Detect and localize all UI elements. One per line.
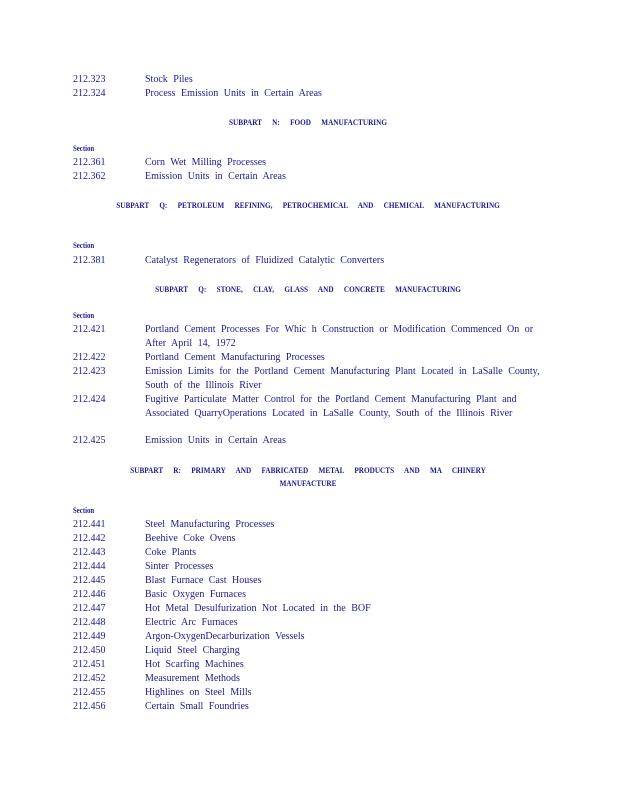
section-label: Section (73, 241, 95, 250)
section-title: Portland Cement Processes For Whic h Construction or Modification Commenced On or After April 14, 1972 (145, 324, 534, 349)
section-number: 212.443 (73, 547, 106, 558)
toc-entry (73, 574, 543, 588)
subpart-heading: SUBPART R: PRIMARY AND FABRICATED METAL PRODUCTS AND MA CHINERY MANUFACTURE (130, 465, 486, 488)
section-title: Beehive Coke Ovens (145, 533, 236, 544)
section-title: Portland Cement Manufacturing Processes (145, 352, 325, 363)
section-number: 212.422 (73, 352, 106, 363)
section-title: Steel Manufacturing Processes (145, 519, 275, 530)
section-title: Argon-OxygenDecarburization Vessels (145, 631, 305, 642)
toc-entry (73, 658, 543, 672)
section-label: Section (73, 311, 95, 320)
section-title: Electric Arc Furnaces (145, 617, 238, 628)
section-number: 212.425 (73, 435, 106, 446)
toc-entry (73, 532, 543, 546)
section-title: Process Emission Units in Certain Areas (145, 88, 322, 99)
section-number: 212.323 (73, 74, 106, 85)
section-label: Section (73, 506, 95, 515)
subpart-heading: SUBPART N: FOOD MANUFACTURING (229, 117, 387, 127)
section-title: Hot Scarfing Machines (145, 659, 244, 670)
section-title: Hot Metal Desulfurization Not Located in the BOF (145, 603, 371, 614)
section-title: Basic Oxygen Furnaces (145, 589, 246, 600)
section-number: 212.450 (73, 645, 106, 656)
section-number: 212.447 (73, 603, 106, 614)
toc-entry (73, 672, 543, 686)
section-title: Emission Units in Certain Areas (145, 171, 286, 182)
toc-entry (73, 616, 543, 630)
section-number: 212.452 (73, 673, 106, 684)
toc-entry (73, 434, 543, 448)
section-number: 212.362 (73, 171, 106, 182)
section-number: 212.451 (73, 659, 106, 670)
section-title: Emission Limits for the Portland Cement Manufacturing Plant Located in LaSalle County, South of the Illinois River (145, 366, 540, 391)
section-title: Catalyst Regenerators of Fluidized Catalytic Converters (145, 255, 385, 266)
toc-entry (73, 351, 543, 365)
section-number: 212.441 (73, 519, 106, 530)
subpart-heading: SUBPART Q: PETROLEUM REFINING, PETROCHEMICAL AND CHEMICAL MANUFACTURING (116, 200, 500, 210)
toc-entry (73, 170, 543, 184)
section-number: 212.456 (73, 701, 106, 712)
toc-entry (73, 73, 543, 87)
section-title: Stock Piles (145, 74, 193, 85)
toc-entry (73, 630, 543, 644)
section-number: 212.444 (73, 561, 106, 572)
section-title: Corn Wet Milling Processes (145, 157, 267, 168)
section-number: 212.421 (73, 324, 106, 335)
toc-entry (73, 87, 543, 101)
section-title: Highlines on Steel Mills (145, 687, 252, 698)
section-label: Section (73, 144, 95, 153)
section-number: 212.423 (73, 366, 106, 377)
subpart-heading: SUBPART Q: STONE, CLAY, GLASS AND CONCRETE MANUFACTURING (155, 284, 461, 294)
section-number: 212.455 (73, 687, 106, 698)
section-number: 212.361 (73, 157, 106, 168)
section-number: 212.449 (73, 631, 106, 642)
toc-entry (73, 518, 543, 532)
toc-entry (73, 323, 543, 350)
section-number: 212.424 (73, 394, 106, 405)
toc-entry (73, 560, 543, 574)
section-number: 212.442 (73, 533, 106, 544)
section-number: 212.445 (73, 575, 106, 586)
toc-entry (73, 546, 543, 560)
section-title: Liquid Steel Charging (145, 645, 240, 656)
section-title: Blast Furnace Cast Houses (145, 575, 262, 586)
toc-entry (73, 254, 543, 268)
toc-entry (73, 602, 543, 616)
section-number: 212.448 (73, 617, 106, 628)
toc-entry (73, 700, 543, 714)
section-title: Emission Units in Certain Areas (145, 435, 286, 446)
section-title: Measurement Methods (145, 673, 240, 684)
toc-entry (73, 393, 543, 420)
toc-entry (73, 156, 543, 170)
toc-entry (73, 588, 543, 602)
toc-entry (73, 644, 543, 658)
toc-entry (73, 365, 543, 392)
section-number: 212.381 (73, 255, 106, 266)
section-title: Sinter Processes (145, 561, 214, 572)
toc-entry (73, 686, 543, 700)
section-title: Fugitive Particulate Matter Control for the Portland Cement Manufacturing Plant and Associated QuarryOperations Located in LaSalle County, South of the Illinois River (145, 394, 517, 419)
section-number: 212.324 (73, 88, 106, 99)
section-title: Certain Small Foundries (145, 701, 249, 712)
section-title: Coke Plants (145, 547, 197, 558)
section-number: 212.446 (73, 589, 106, 600)
